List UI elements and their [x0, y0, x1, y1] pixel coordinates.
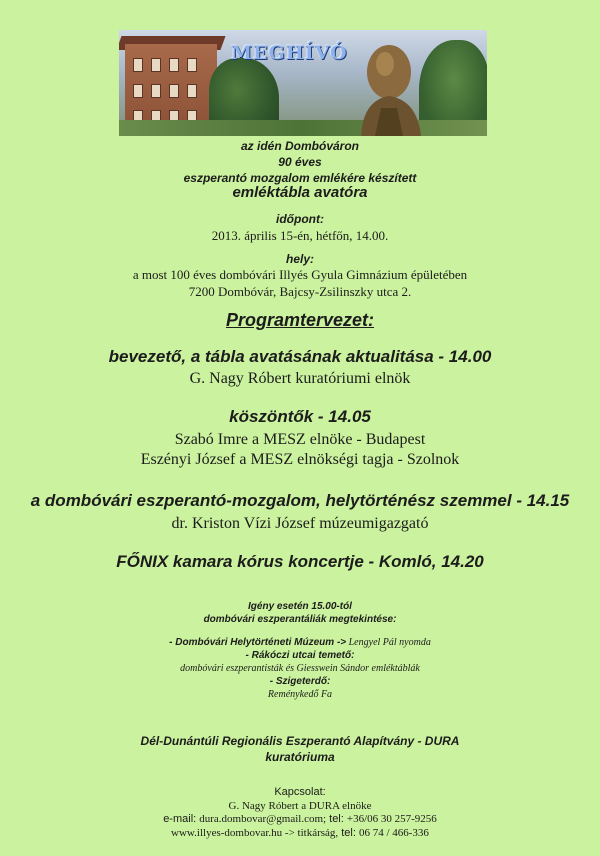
optional-line: Igény esetén 15.00-tól: [248, 601, 352, 612]
event-title: emléktábla avatóra: [232, 184, 368, 201]
contact-person: G. Nagy Róbert a DURA elnöke: [228, 799, 372, 812]
organiser-line: Dél-Dunántúli Regionális Eszperantó Alapítvány - DURA: [140, 734, 460, 748]
program-item-title: a dombóvári eszperantó-mozgalom, helytörténész szemmel - 14.15: [30, 491, 570, 510]
organiser: [0, 733, 600, 765]
email-link[interactable]: dura.dombovar@gmail.com;: [199, 813, 327, 825]
place-address: [0, 266, 600, 300]
program-item-speakers: [0, 430, 600, 470]
time-label: időpont:: [276, 212, 324, 226]
optional-intro: [0, 600, 600, 626]
tel-label: tel:: [326, 813, 347, 825]
intro-line: az idén Dombóváron: [240, 139, 359, 153]
contact-label: Kapcsolat:: [274, 786, 326, 798]
website-link[interactable]: www.illyes-dombovar.hu -> titkárság,: [171, 826, 339, 839]
site-cemetery: - Rákóczi utcai temető:: [245, 650, 355, 661]
tel2-number: 06 74 / 466-336: [358, 826, 429, 839]
tel-number: +36/06 30 257-9256: [346, 813, 437, 825]
place-label: hely:: [285, 252, 314, 266]
site-forest: - Szigeterdő:: [269, 676, 331, 687]
site-museum-note: Lengyel Pál nyomda: [346, 637, 431, 648]
program-item-speaker: Eszényi József a MESZ elnökségi tagja - Szolnok: [140, 451, 460, 468]
optional-sites: [0, 634, 600, 701]
program-item-speaker: G. Nagy Róbert kuratóriumi elnök: [189, 370, 411, 387]
email-label: e-mail:: [163, 813, 200, 825]
program-item-speaker: dr. Kriston Vízi József múzeumigazgató: [171, 515, 429, 532]
optional-line: dombóvári eszperantáliák megtekintése:: [203, 614, 397, 625]
program-item-speaker: Szabó Imre a MESZ elnöke - Budapest: [174, 431, 426, 448]
site-cemetery-note: dombóvári eszperantisták és Giesswein Sándor emléktáblák: [180, 663, 420, 674]
tel2-label: tel:: [338, 826, 359, 839]
program-heading: Programtervezet:: [225, 310, 375, 330]
invitation-title: MEGHÍVÓ: [231, 42, 348, 64]
intro-line: 90 éves: [278, 155, 322, 169]
intro-line: eszperantó mozgalom emlékére készített: [183, 171, 417, 185]
place-line: a most 100 éves dombóvári Illyés Gyula Gimnázium épületében: [132, 267, 468, 282]
site-museum: - Dombóvári Helytörténeti Múzeum ->: [169, 637, 347, 648]
organiser-line: kuratóriuma: [265, 750, 335, 764]
contact-block: [0, 786, 600, 840]
time-value: 2013. április 15-én, hétfőn, 14.00.: [211, 228, 389, 243]
intro-block: [0, 138, 600, 186]
program-item-title: bevezető, a tábla avatásának aktualitása - 14.00: [108, 347, 492, 366]
program-item-title: FŐNIX kamara kórus koncertje - Komló, 14.20: [116, 552, 484, 571]
bronze-bust-photo: [345, 38, 435, 136]
program-item-title: köszöntők - 14.05: [229, 407, 371, 426]
place-line: 7200 Dombóvár, Bajcsy-Zsilinszky utca 2.: [188, 284, 412, 299]
site-forest-note: Reménykedő Fa: [267, 689, 333, 700]
header-banner: [119, 30, 487, 136]
